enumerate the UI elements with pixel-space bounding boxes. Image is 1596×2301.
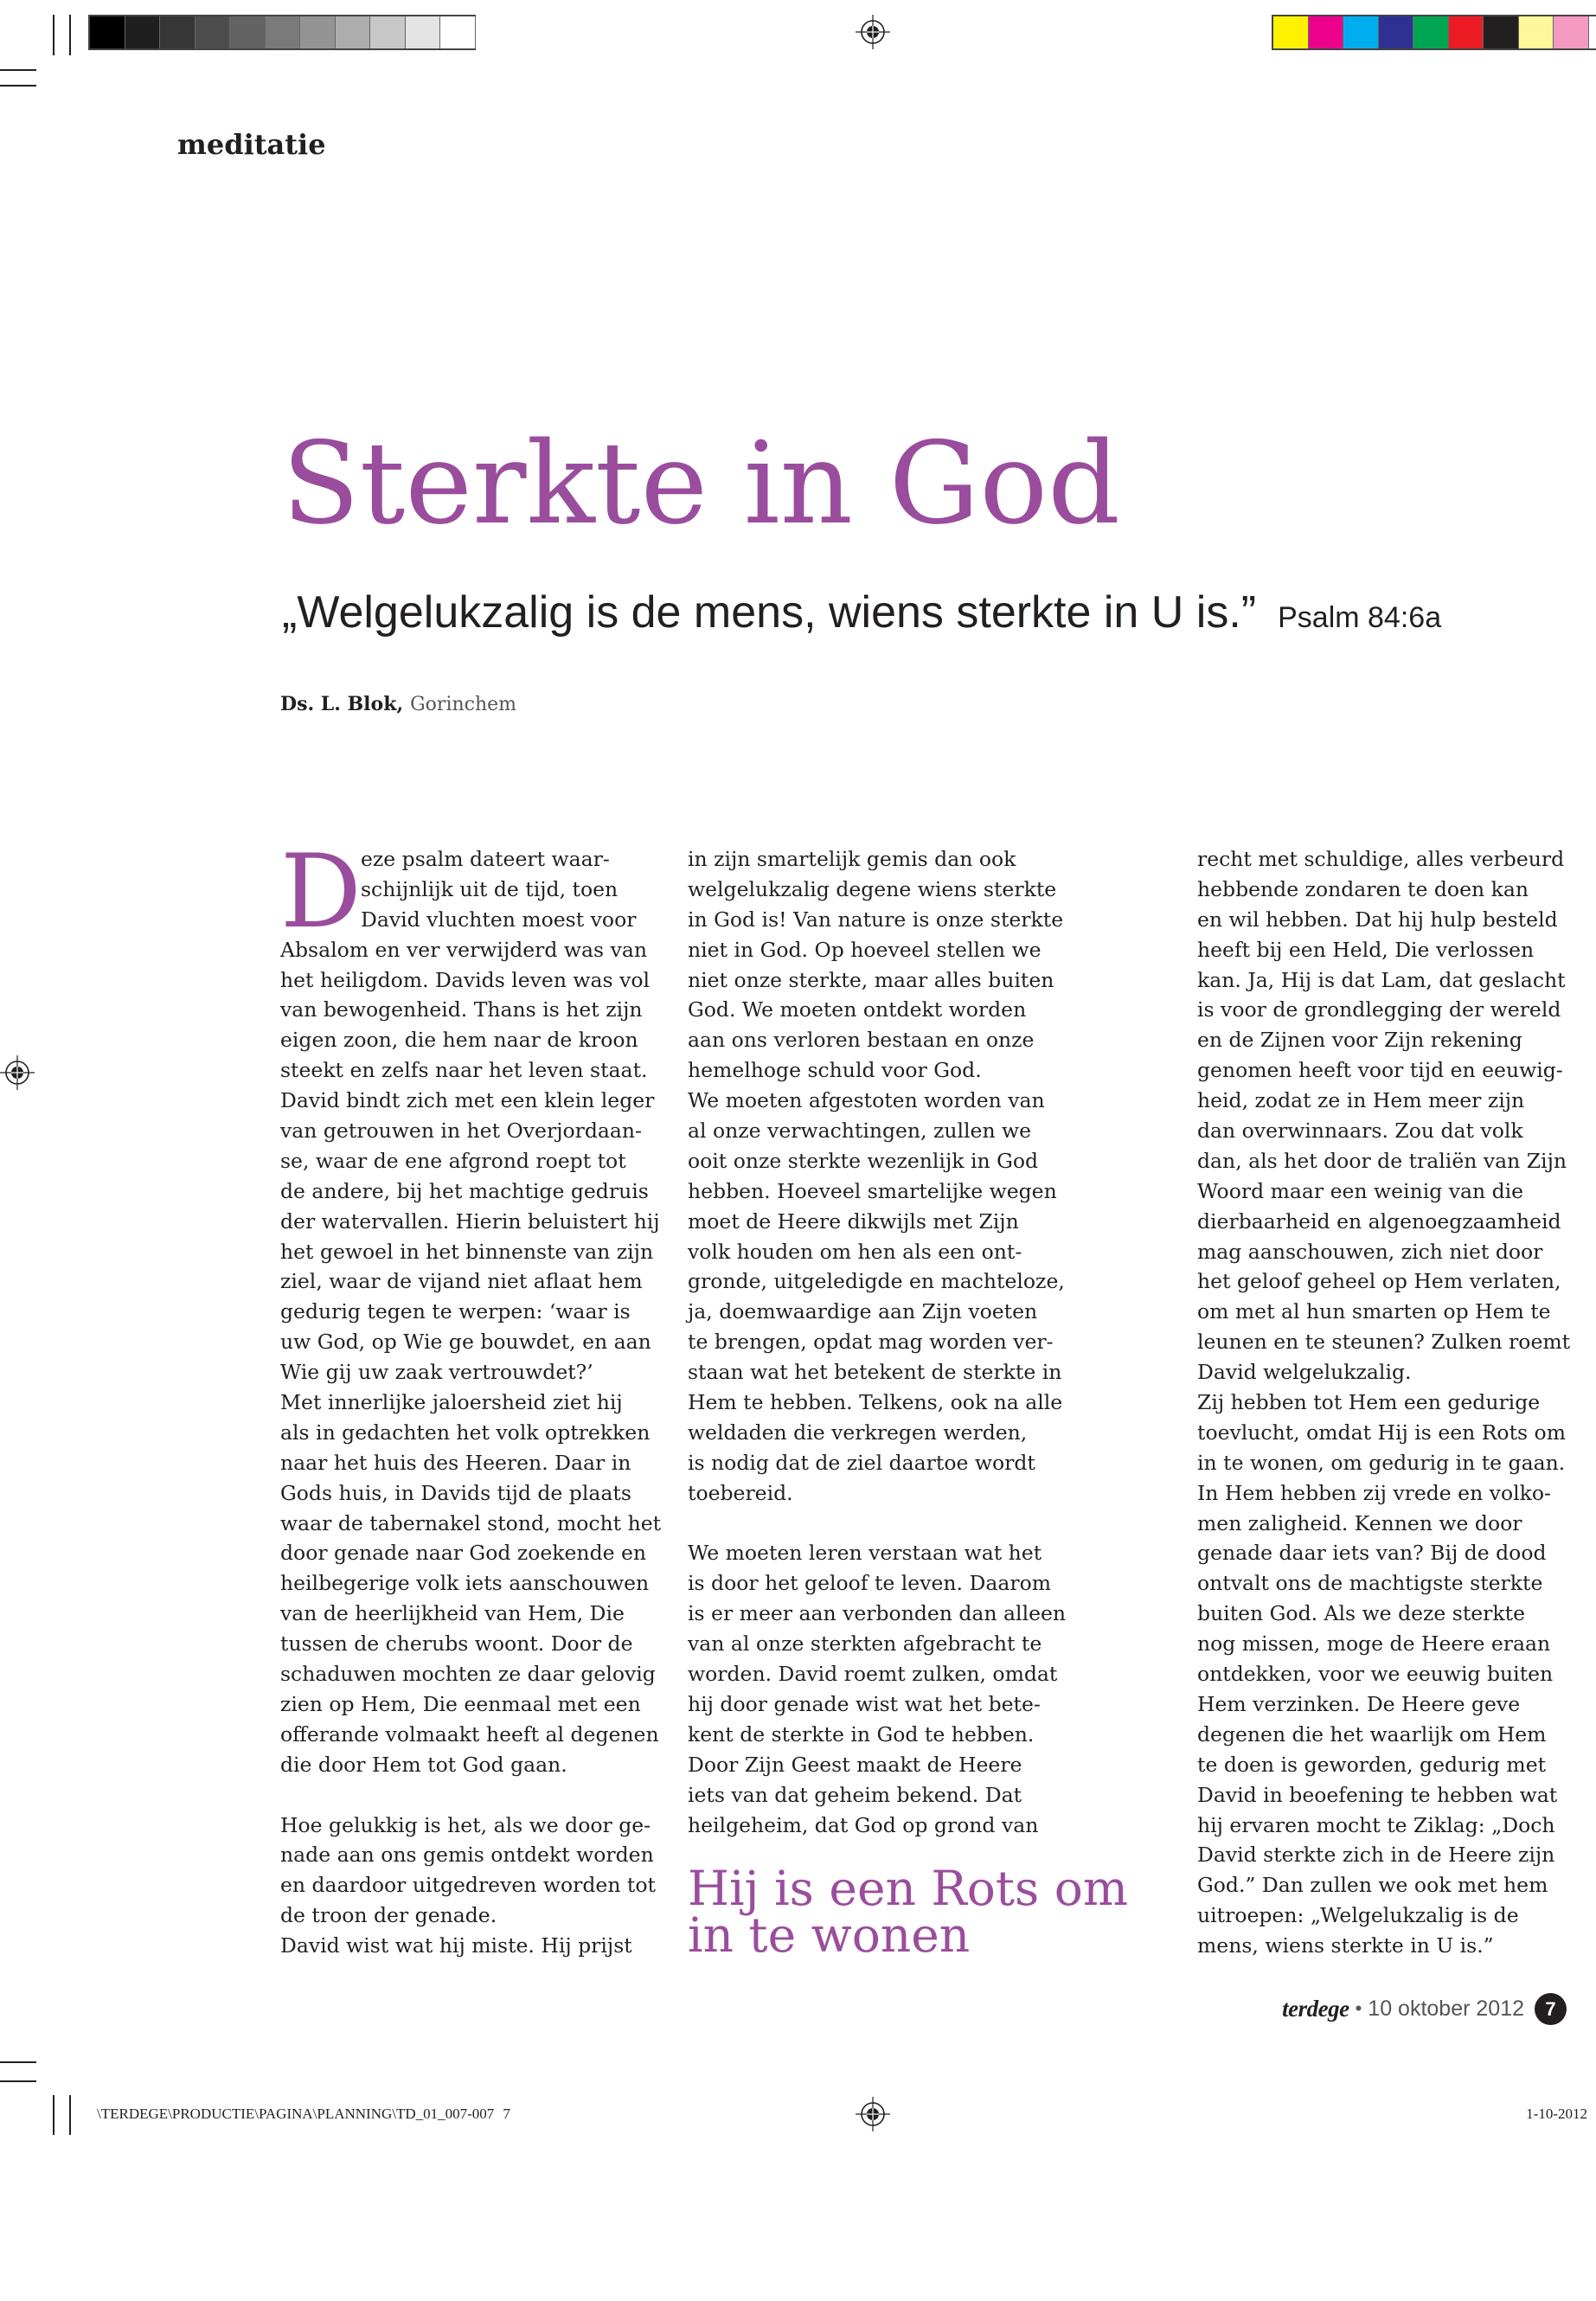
body-text-line: David sterkte zich in de Heere zijn (1197, 1843, 1555, 1868)
color-patch (1309, 16, 1344, 48)
body-text-line: door genade naar God zoekende en (280, 1541, 647, 1566)
paragraph-block (280, 844, 662, 1780)
body-text-line: toevlucht, omdat Hij is een Rots om (1197, 1420, 1566, 1445)
gray-patch (160, 16, 195, 48)
print-slug (97, 2105, 510, 2124)
body-text-line: David wist wat hij miste. Hij prijst (280, 1933, 632, 1958)
pull-quote-line: Hij is een Rots om (688, 1861, 1128, 1916)
page-number-badge: 7 (1535, 1993, 1567, 2025)
body-text-line: de andere, bij het machtige gedruis (280, 1178, 649, 1203)
body-text-line: en daardoor uitgedreven worden tot (280, 1873, 656, 1898)
body-text-line: niet in God. Op hoeveel stellen we (688, 937, 1042, 962)
author-name: Ds. L. Blok, (280, 693, 404, 715)
body-text-line: in zijn smartelijk gemis dan ook (688, 847, 1016, 871)
bible-quote: „Welgelukzalig is de mens, wiens sterkte in U is.” (282, 587, 1257, 638)
body-text-line: hij door genade wist wat het bete- (688, 1691, 1041, 1716)
crop-mark (53, 2095, 54, 2135)
gray-patch (370, 16, 406, 48)
body-text-line: dan, als het door de traliën van Zijn (1197, 1148, 1567, 1173)
crop-mark (0, 69, 36, 71)
body-text-line: ontdekken, voor we eeuwig buiten (1197, 1662, 1554, 1687)
body-text-line: dierbaarheid en algenoegzaamheid (1197, 1208, 1561, 1234)
body-text-line: moet de Heere dikwijls met Zijn (688, 1208, 1019, 1234)
body-text-line: hemelhoge schuld voor God. (688, 1058, 982, 1083)
body-text-line: gronde, uitgeledigde en machteloze, (688, 1269, 1065, 1294)
body-text-line: heeft bij een Held, Die verlossen (1197, 937, 1535, 962)
body-text-line: David welgelukzalig. (1197, 1360, 1412, 1385)
body-text-line: Hem verzinken. De Heere geve (1197, 1691, 1521, 1716)
body-text-line: offerande volmaakt heeft al degenen (280, 1721, 659, 1747)
body-text-line: en de Zijnen voor Zijn rekening (1197, 1028, 1522, 1053)
crop-mark (53, 15, 54, 55)
gray-patch (336, 16, 371, 48)
body-text-line: in te wonen, om gedurig in te gaan. (1197, 1450, 1566, 1475)
body-text-line: uw God, op Wie ge bouwdet, en aan (280, 1330, 651, 1355)
body-text-line: nade aan ons gemis ontdekt worden (280, 1843, 654, 1868)
crop-mark (0, 2080, 36, 2082)
body-text-line: David bindt zich met een klein leger (280, 1088, 655, 1113)
body-text-line: hebbende zondaren te doen kan (1197, 876, 1529, 901)
body-text-line: weldaden die verkregen werden, (688, 1420, 1028, 1445)
body-text-line: Wie gij uw zaak vertrouwdet?’ (280, 1360, 593, 1385)
body-text-line: nog missen, moge de Heere eraan (1197, 1631, 1551, 1657)
body-text-line: Absalom en ver verwijderd was van (280, 937, 648, 962)
body-text-line: om met al hun smarten op Hem te (1197, 1299, 1551, 1324)
body-text-line: niet onze sterkte, maar alles buiten (688, 967, 1054, 992)
body-text-line: gedurig tegen te werpen: ‘waar is (280, 1299, 631, 1324)
body-text-line: staan wat het betekent de sterkte in (688, 1360, 1062, 1385)
body-text-line: toebereid. (688, 1480, 793, 1505)
body-text-line: leunen en te steunen? Zulken roemt (1197, 1330, 1571, 1355)
paragraph-block (688, 1538, 1065, 1840)
crop-mark (69, 15, 71, 55)
body-text-line: God.” Dan zullen we ook met hem (1197, 1873, 1548, 1898)
body-text-line: David vluchten moest voor (361, 907, 637, 932)
crop-mark (69, 2095, 71, 2135)
body-text-line: We moeten afgestoten worden van (688, 1088, 1045, 1113)
color-patch (1343, 16, 1379, 48)
byline (280, 691, 516, 718)
page-footer (1282, 1991, 1567, 2026)
body-text-line: de troon der genade. (280, 1903, 497, 1928)
gray-patch (230, 16, 266, 48)
crop-mark (0, 2061, 36, 2063)
body-text-line: te brengen, opdat mag worden ver- (688, 1330, 1054, 1355)
body-text-line: se, waar de ene afgrond roept tot (280, 1148, 626, 1173)
body-text-line: van bewogenheid. Thans is het zijn (280, 997, 643, 1022)
registration-mark-icon (0, 1055, 35, 1090)
body-text-line: ziel, waar de vijand niet aflaat hem (280, 1269, 643, 1294)
color-patch (1413, 16, 1449, 48)
body-text-line: van al onze sterkten afgebracht te (688, 1631, 1042, 1657)
body-text-line: al onze verwachtingen, zullen we (688, 1118, 1032, 1144)
body-text-line: tussen de cherubs woont. Door de (280, 1631, 633, 1657)
body-text-line: hebben. Hoeveel smartelijke wegen (688, 1178, 1057, 1203)
body-text-line: naar het huis des Heeren. Daar in (280, 1450, 631, 1475)
body-text-line: en wil hebben. Dat hij hulp besteld (1197, 907, 1558, 932)
body-text-line: het heiligdom. Davids leven was vol (280, 967, 651, 992)
body-text-line: is nodig dat de ziel daartoe wordt (688, 1450, 1035, 1475)
body-text-line: hij ervaren mocht te Ziklag: „Doch (1197, 1812, 1555, 1837)
color-patch (1449, 16, 1484, 48)
body-text-line: het gewoel in het binnenste van zijn (280, 1239, 654, 1264)
body-text-line: kan. Ja, Hij is dat Lam, dat geslacht (1197, 967, 1566, 992)
body-text-line: ontvalt ons de machtigste sterkte (1197, 1571, 1543, 1596)
section-label: meditatie (177, 128, 326, 161)
body-text-line: genade daar iets van? Bij de dood (1197, 1541, 1547, 1566)
body-text-line: aan ons verloren bestaan en onze (688, 1028, 1035, 1053)
body-text-line: Hem te hebben. Telkens, ook na alle (688, 1390, 1063, 1415)
registration-mark-icon (856, 15, 890, 49)
body-text-line: van de heerlijkheid van Hem, Die (280, 1601, 625, 1626)
body-text-line: mag aanschouwen, zich niet door (1197, 1239, 1543, 1264)
pull-quote (688, 1861, 1128, 1963)
article-title: Sterkte in God (282, 417, 1121, 549)
text-column-3 (1197, 844, 1569, 1961)
body-text-line: We moeten leren verstaan wat het (688, 1541, 1042, 1566)
print-date: 1-10-2012 (1526, 2106, 1587, 2122)
color-patch (1379, 16, 1414, 48)
body-text-line: ooit onze sterkte wezenlijk in God (688, 1148, 1039, 1173)
body-text-line: zien op Hem, Die eenmaal met een (280, 1691, 641, 1716)
body-text-line: uitroepen: „Welgelukzalig is de (1197, 1903, 1519, 1928)
issue-date: 10 oktober 2012 (1368, 1996, 1524, 2021)
body-text-line: eze psalm dateert waar- (361, 847, 610, 871)
crop-mark (0, 85, 36, 87)
body-text-line: steekt en zelfs naar het leven staat. (280, 1058, 648, 1083)
body-text-line: David in beoefening te hebben wat (1197, 1782, 1558, 1807)
body-text-line: heilgeheim, dat God op grond van (688, 1812, 1039, 1837)
gray-scale-bar (88, 15, 476, 50)
pull-quote-line: in te wonen (688, 1907, 971, 1963)
body-text-line: te doen is geworden, gedurig met (1197, 1752, 1547, 1777)
color-patch (1554, 16, 1589, 48)
body-text-line: Hoe gelukkig is het, als we door ge- (280, 1812, 651, 1837)
body-text-line: mens, wiens sterkte in U is.” (1197, 1933, 1494, 1958)
body-text-line: welgelukzalig degene wiens sterkte (688, 876, 1057, 901)
body-text-line: eigen zoon, die hem naar de kroon (280, 1028, 638, 1053)
body-text-line: God. We moeten ontdekt worden (688, 997, 1027, 1022)
color-control-bar (1272, 15, 1596, 50)
body-text-line: het geloof geheel op Hem verlaten, (1197, 1269, 1561, 1294)
drop-cap: D (280, 832, 362, 951)
body-text-line: Met innerlijke jaloersheid ziet hij (280, 1390, 623, 1415)
body-text-line: worden. David roemt zulken, omdat (688, 1662, 1058, 1687)
print-slug-page: 7 (503, 2106, 510, 2122)
text-column-1 (280, 832, 662, 1961)
body-text-line: als in gedachten het volk optrekken (280, 1420, 651, 1445)
body-text-line: In Hem hebben zij vrede en volko- (1197, 1480, 1551, 1505)
gray-patch (90, 16, 125, 48)
body-text-line: Woord maar een weinig van die (1197, 1178, 1524, 1203)
gray-patch (300, 16, 336, 48)
body-text-line: volk houden om hen als een ont- (688, 1239, 1022, 1264)
body-text-line: Gods huis, in Davids tijd de plaats (280, 1480, 631, 1505)
paragraph-block (688, 844, 1065, 1509)
separator-bullet: • (1355, 1997, 1362, 2019)
body-text-line: recht met schuldige, alles verbeurd (1197, 847, 1565, 871)
body-text-line: is er meer aan verbonden dan alleen (688, 1601, 1067, 1626)
print-slug-path: \TERDEGE\PRODUCTIE\PAGINA\PLANNING\TD_01_007-007 (97, 2106, 495, 2122)
body-text-line: heid, zodat ze in Hem meer zijn (1197, 1088, 1525, 1113)
body-text-line: die door Hem tot God gaan. (280, 1752, 567, 1777)
gray-patch (125, 16, 161, 48)
color-patch (1273, 16, 1309, 48)
body-text-line: schaduwen mochten ze daar gelovig (280, 1662, 656, 1687)
gray-patch (266, 16, 301, 48)
body-text-line: waar de tabernakel stond, mocht het (280, 1510, 662, 1535)
body-text-line: ja, doemwaardige aan Zijn voeten (688, 1299, 1038, 1324)
magazine-name: terdege (1282, 1995, 1349, 2022)
body-text-line: Door Zijn Geest maakt de Heere (688, 1752, 1022, 1777)
body-text-line: iets van dat geheim bekend. Dat (688, 1782, 1022, 1807)
text-column-2 (688, 844, 1065, 1840)
body-text-line: is door het geloof te leven. Daarom (688, 1571, 1052, 1596)
color-patch (1519, 16, 1554, 48)
body-text-line: in God is! Van nature is onze sterkte (688, 907, 1064, 932)
body-text-line: kent de sterkte in God te hebben. (688, 1721, 1035, 1747)
author-place: Gorinchem (410, 694, 517, 715)
body-text-line: der watervallen. Hierin beluistert hij (280, 1208, 660, 1234)
paragraph-block (1197, 844, 1569, 1961)
body-text-line: van getrouwen in het Overjordaan- (280, 1118, 642, 1144)
article-subtitle (282, 587, 1442, 640)
body-text-line: genomen heeft voor tijd en eeuwig- (1197, 1058, 1563, 1083)
body-text-line: buiten God. Als we deze sterkte (1197, 1601, 1526, 1626)
body-text-line: Zij hebben tot Hem een gedurige (1197, 1390, 1541, 1415)
paragraph-block (280, 1811, 656, 1961)
color-patch (1484, 16, 1519, 48)
body-text-line: is voor de grondlegging der wereld (1197, 997, 1561, 1022)
bible-reference: Psalm 84:6a (1278, 601, 1442, 634)
registration-mark-icon (856, 2097, 890, 2131)
gray-patch (406, 16, 441, 48)
gray-patch (440, 16, 476, 48)
body-text-line: degenen die het waarlijk om Hem (1197, 1721, 1547, 1747)
body-text-line: dan overwinnaars. Zou dat volk (1197, 1118, 1523, 1144)
body-text-line: heilbegerige volk iets aanschouwen (280, 1571, 650, 1596)
gray-patch (195, 16, 231, 48)
body-text-line: men zaligheid. Kennen we door (1197, 1510, 1522, 1535)
body-text-line: schijnlijk uit de tijd, toen (361, 876, 619, 901)
